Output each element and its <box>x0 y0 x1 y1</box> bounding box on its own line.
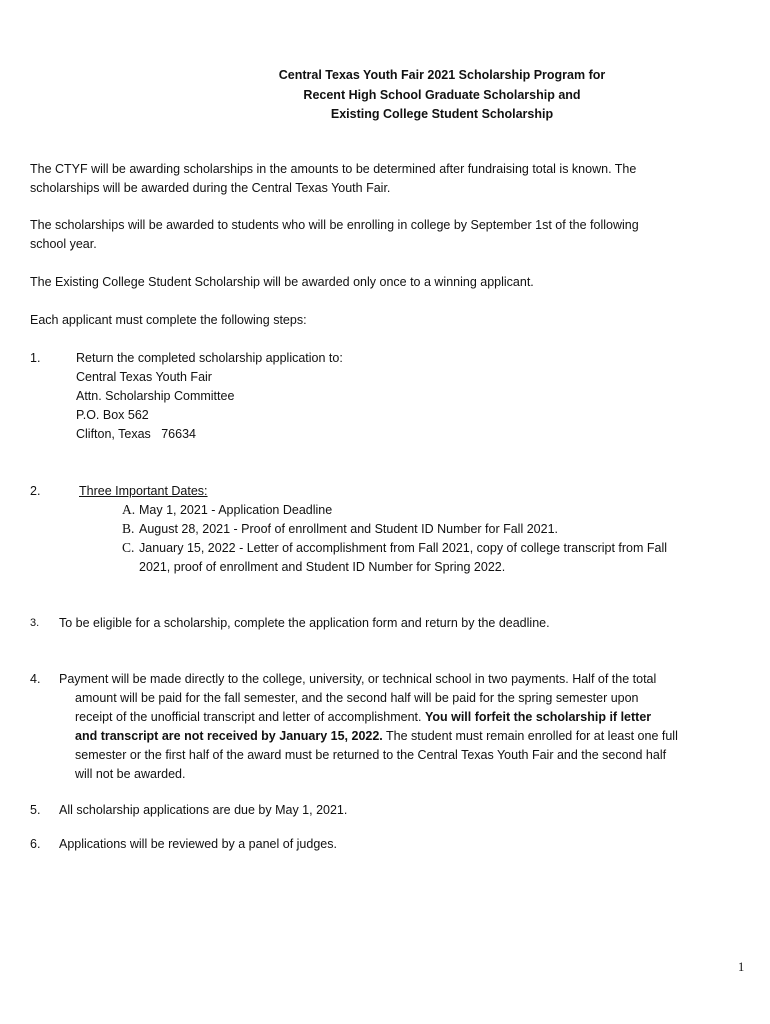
address-line-2: Attn. Scholarship Committee <box>76 389 235 403</box>
title-line-3: Existing College Student Scholarship <box>330 107 554 121</box>
date-item-b-letter: B. <box>122 521 135 536</box>
step-4-line-2: amount will be paid for the fall semester, and the second half will be paid for the spring semester upon <box>75 691 639 705</box>
step-4-line-3-text: receipt of the unofficial transcript and letter of accomplishment. <box>75 710 425 724</box>
page-number: 1 <box>738 960 745 974</box>
intro-p3: The Existing College Student Scholarship will be awarded only once to a winning applicant. <box>30 275 534 289</box>
intro-p4: Each applicant must complete the following steps: <box>30 313 307 327</box>
step-5-number: 5. <box>30 803 41 817</box>
address-line-3: P.O. Box 562 <box>76 408 149 422</box>
step-1-number: 1. <box>30 351 41 365</box>
intro-p1-line-1: The CTYF will be awarding scholarships in the amounts to be determined after fundraising total is known. The <box>30 162 637 176</box>
address-line-1: Central Texas Youth Fair <box>76 370 212 384</box>
date-item-b-text: August 28, 2021 - Proof of enrollment and Student ID Number for Fall 2021. <box>139 522 558 536</box>
step-6-number: 6. <box>30 837 41 851</box>
title-line-1: Central Texas Youth Fair 2021 Scholarship Program for <box>278 68 606 82</box>
intro-p2-line-1: The scholarships will be awarded to students who will be enrolling in college by September 1st of the following <box>30 218 639 232</box>
step-2-heading <box>79 482 739 501</box>
step-5-text: All scholarship applications are due by May 1, 2021. <box>59 803 348 817</box>
step-3-text: To be eligible for a scholarship, complete the application form and return by the deadline. <box>59 616 550 630</box>
date-item-b <box>122 519 722 539</box>
forfeit-warning-2: and transcript are not received by January 15, 2022. <box>75 729 383 743</box>
step-4-line-3 <box>59 708 739 727</box>
address-line-4: Clifton, Texas 76634 <box>76 427 196 441</box>
step-3-number: 3. <box>30 617 40 629</box>
date-item-c <box>122 538 722 577</box>
step-1-content <box>76 349 736 444</box>
step-4-line-4-text: The student must remain enrolled for at least one full <box>382 729 678 743</box>
intro-p2-line-2: school year. <box>30 237 97 251</box>
intro-paragraph-4 <box>30 311 720 330</box>
intro-paragraph-1 <box>30 160 720 198</box>
step-4-number: 4. <box>30 672 41 686</box>
date-item-c-letter: C. <box>122 540 135 555</box>
important-dates-heading: Three Important Dates: <box>79 484 208 498</box>
step-4-content <box>59 670 739 784</box>
date-item-c-text-1: January 15, 2022 - Letter of accomplishment from Fall 2021, copy of college transcript from Fall <box>139 541 668 555</box>
step-2-number: 2. <box>30 484 41 498</box>
step-1-text: Return the completed scholarship application to: <box>76 351 343 365</box>
date-item-a-text: May 1, 2021 - Application Deadline <box>139 503 333 517</box>
document-title <box>0 66 770 125</box>
title-line-2: Recent High School Graduate Scholarship and <box>303 87 581 102</box>
intro-p1-line-2: scholarships will be awarded during the Central Texas Youth Fair. <box>30 181 391 195</box>
step-4-line-4 <box>59 727 739 746</box>
date-item-c-text-2: 2021, proof of enrollment and Student ID Number for Spring 2022. <box>139 560 506 574</box>
forfeit-warning-1: You will forfeit the scholarship if letter <box>424 710 652 724</box>
date-item-a-letter: A. <box>122 502 136 517</box>
intro-paragraph-2 <box>30 216 720 254</box>
intro-paragraph-3 <box>30 273 720 292</box>
step-4-line-5: semester or the first half of the award must be returned to the Central Texas Youth Fair and the second half <box>75 748 667 762</box>
step-6-text: Applications will be reviewed by a panel of judges. <box>59 837 337 851</box>
step-4-line-1: Payment will be made directly to the college, university, or technical school in two payments. Half of the total <box>59 672 657 686</box>
date-item-a <box>122 500 722 520</box>
step-4-line-6: will not be awarded. <box>75 767 186 781</box>
